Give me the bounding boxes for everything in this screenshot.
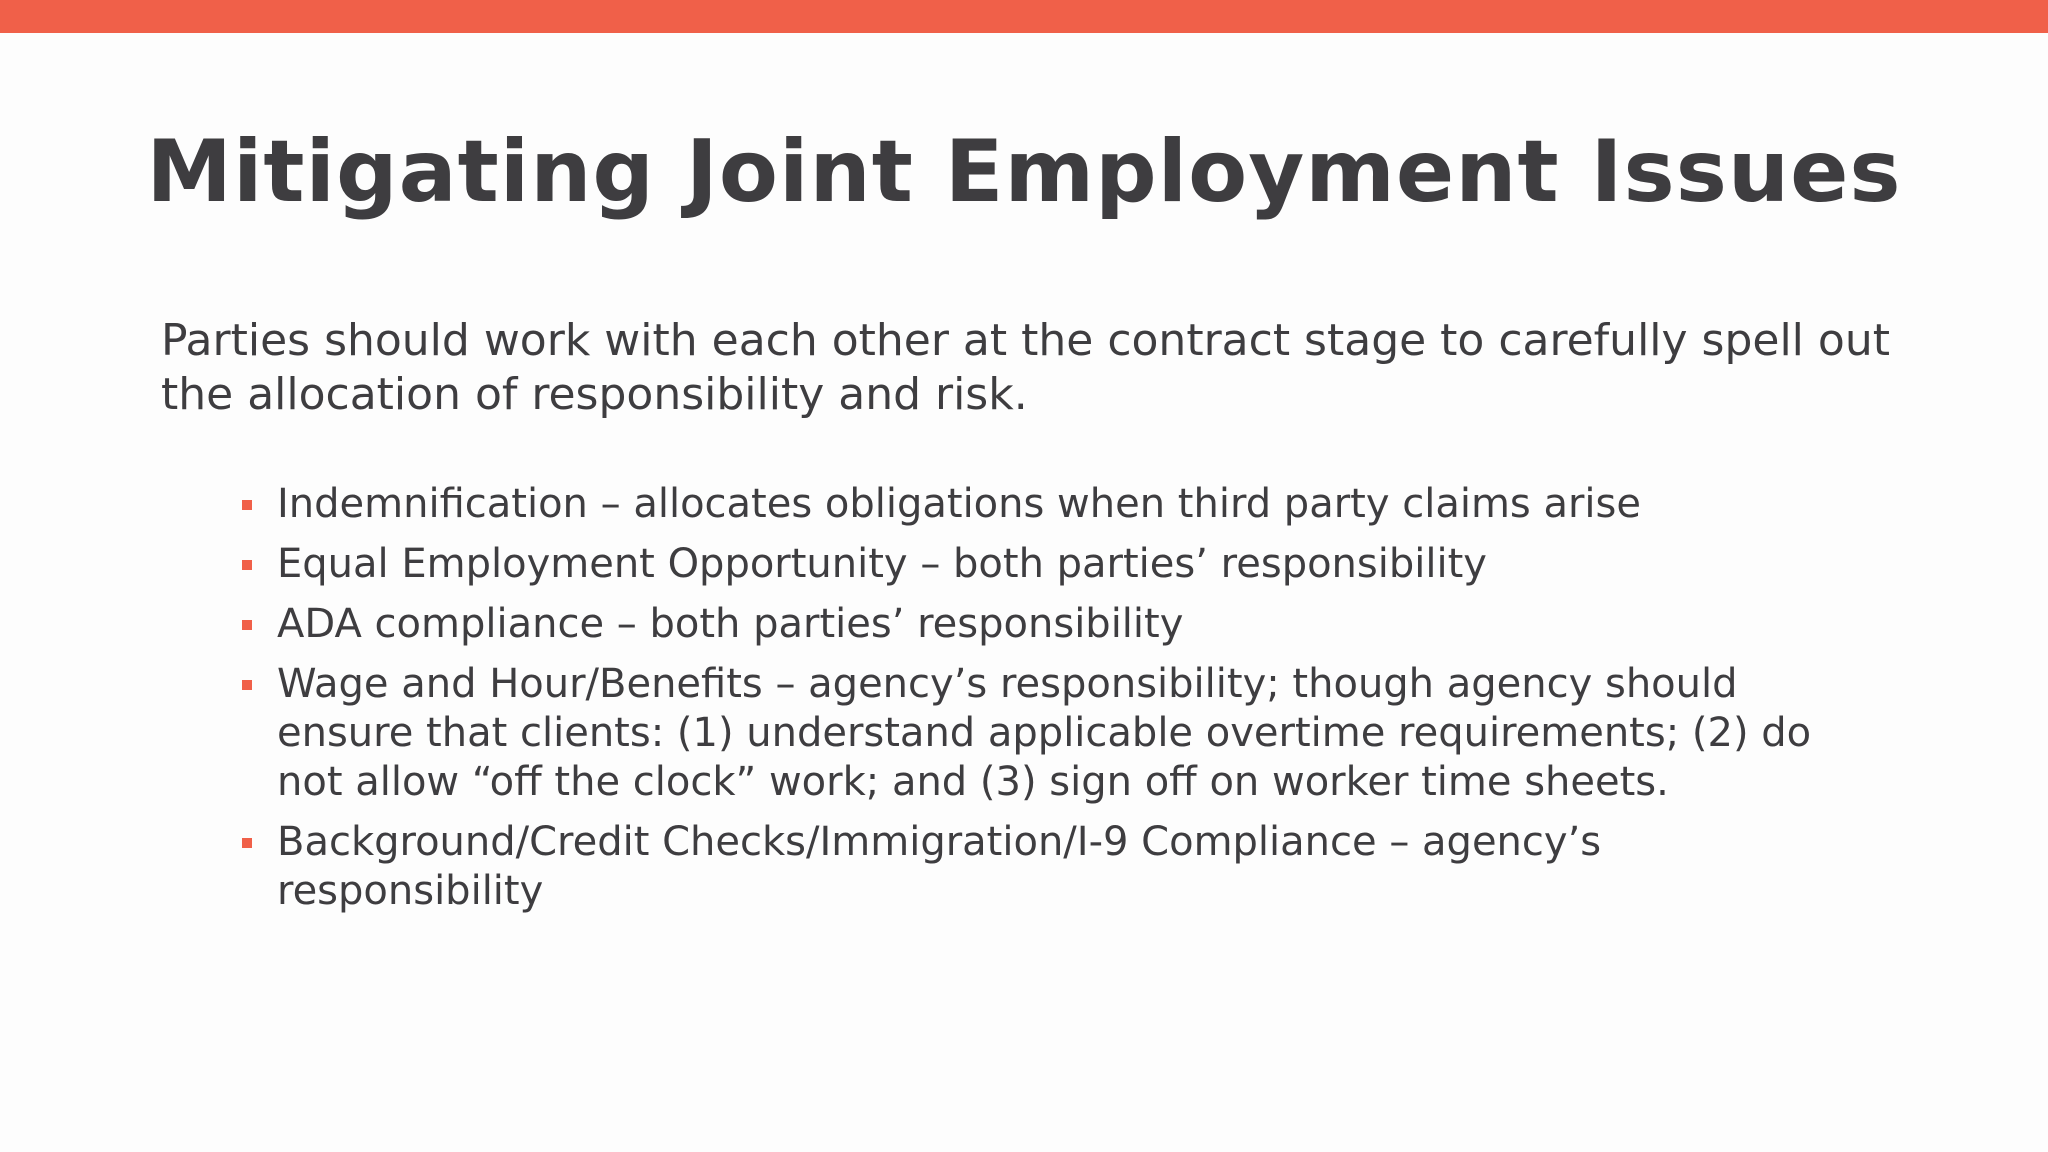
bullet-list: [240, 480, 1880, 927]
bullet-item-wage-hour: [240, 660, 1880, 807]
square-bullet-icon: [242, 680, 252, 690]
intro-paragraph: Parties should work with each other at the contract stage to carefully spell out the allocation of responsibility and risk.: [161, 315, 1890, 420]
bullet-text: Background/Credit Checks/Immigration/I-9 Compliance – agency’s responsibility: [277, 819, 1602, 914]
bullet-item-eeo: [240, 540, 1880, 589]
bullet-text: ADA compliance – both parties’ responsibility: [277, 601, 1184, 647]
bullet-text: Equal Employment Opportunity – both parties’ responsibility: [277, 541, 1487, 587]
square-bullet-icon: [242, 838, 252, 848]
square-bullet-icon: [242, 560, 252, 570]
square-bullet-icon: [242, 620, 252, 630]
bullet-text: Indemnification – allocates obligations when third party claims arise: [277, 481, 1641, 527]
bullet-item-indemnification: [240, 480, 1880, 529]
accent-top-bar: [0, 0, 2048, 33]
bullet-item-background-checks: [240, 818, 1880, 916]
bullet-item-ada: [240, 600, 1880, 649]
slide-title: Mitigating Joint Employment Issues: [146, 122, 1902, 222]
square-bullet-icon: [242, 500, 252, 510]
bullet-text: Wage and Hour/Benefits – agency’s responsibility; though agency should ensure that clients: (1) understand applicable overtime requirements; (2) do not allow “off the clock” work; and (3) sign off on worker time sheets.: [277, 661, 1812, 805]
